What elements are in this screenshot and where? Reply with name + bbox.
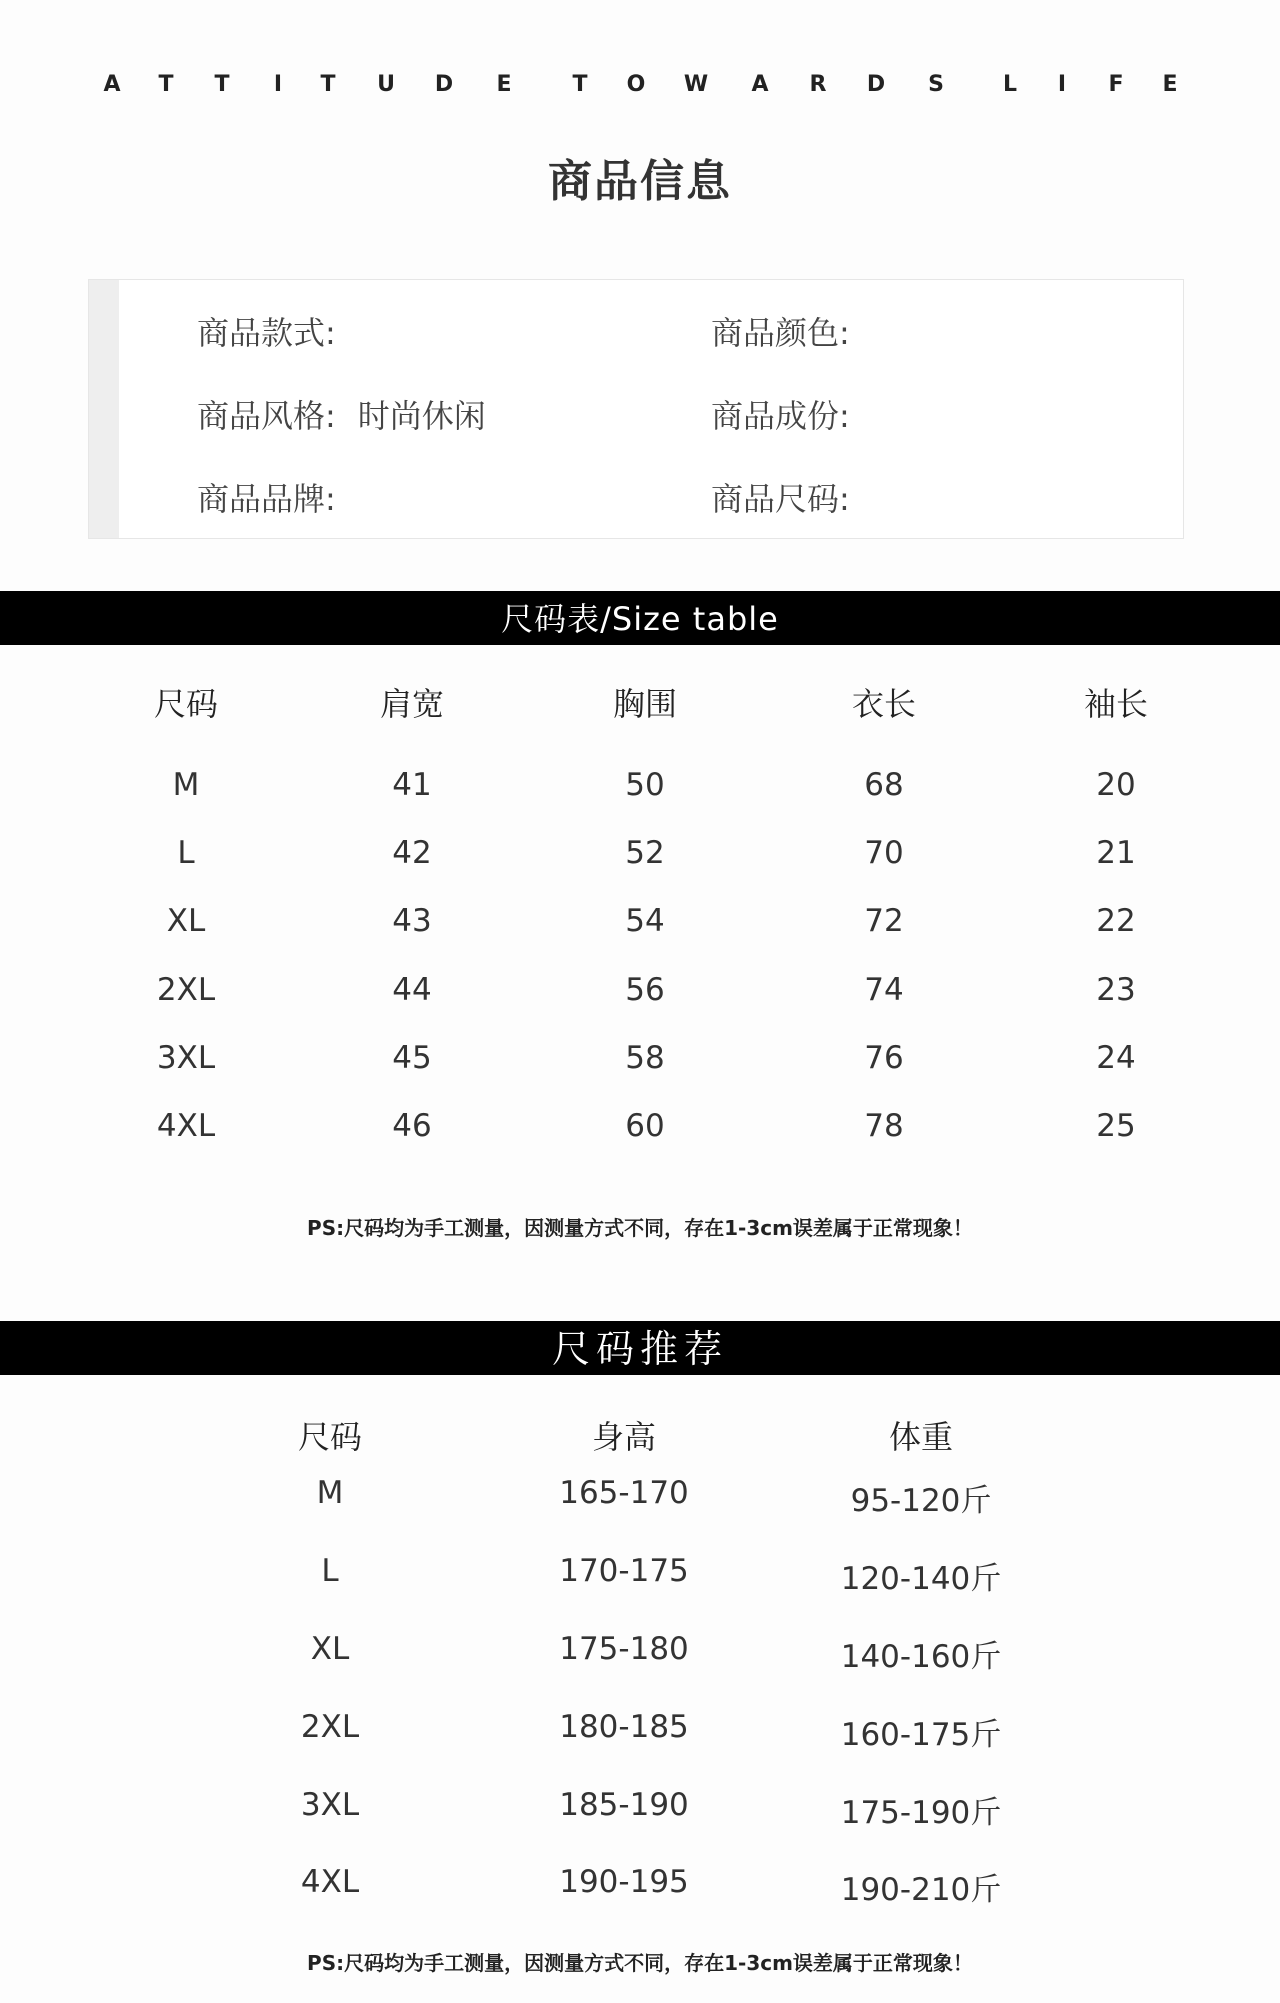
size-table-header-cell: 肩宽 xyxy=(379,685,445,723)
size-table-cell: 21 xyxy=(1096,835,1136,871)
tagline-letter: D xyxy=(866,72,886,97)
tagline-letter: T xyxy=(158,72,174,97)
recommend-table-cell: 185-190 xyxy=(559,1787,689,1823)
info-size-label: 商品尺码: xyxy=(711,480,850,518)
recommend-table-cell: 4XL xyxy=(300,1864,360,1900)
recommend-table-header-cell: 身高 xyxy=(591,1418,657,1456)
recommend-table-cell: 170-175 xyxy=(559,1553,689,1589)
tagline-letter: T xyxy=(320,72,336,97)
recommend-table-cell: 2XL xyxy=(300,1709,360,1745)
recommend-table-header-cell: 体重 xyxy=(888,1418,954,1456)
size-table-cell: 41 xyxy=(392,767,432,803)
tagline-letter: D xyxy=(434,72,454,97)
size-table-cell: 20 xyxy=(1096,767,1136,803)
size-table-heading: 尺码表/Size table xyxy=(0,591,1280,645)
info-material-label: 商品成份: xyxy=(711,397,850,435)
tagline-letter: T xyxy=(572,72,588,97)
info-style xyxy=(197,308,358,354)
info-genre xyxy=(197,391,486,437)
tagline-letter: A xyxy=(751,72,769,97)
size-table-header-cell: 衣长 xyxy=(851,685,917,723)
size-table-cell: 46 xyxy=(392,1108,432,1144)
info-genre-value: 时尚休闲 xyxy=(357,397,486,435)
recommend-table-cell: 175-190斤 xyxy=(840,1795,1002,1831)
recommend-table-cell: 175-180 xyxy=(559,1631,689,1667)
size-table-cell: 3XL xyxy=(156,1040,216,1076)
tagline-letter: I xyxy=(1057,72,1067,97)
size-table-cell: 58 xyxy=(625,1040,665,1076)
tagline-letter: E xyxy=(496,72,512,97)
tagline-letter: L xyxy=(1002,72,1018,97)
size-table-cell: 72 xyxy=(864,903,904,939)
size-table-cell: 54 xyxy=(625,903,665,939)
tagline-letter: R xyxy=(809,72,827,97)
product-info-panel xyxy=(88,279,1184,539)
size-table-cell: L xyxy=(177,835,195,871)
info-color xyxy=(711,308,872,354)
tagline-letter: I xyxy=(273,72,283,97)
recommend-table-cell: 3XL xyxy=(300,1787,360,1823)
recommend-table-cell: L xyxy=(321,1553,339,1589)
size-table-cell: 60 xyxy=(625,1108,665,1144)
recommend-heading: 尺码推荐 xyxy=(0,1321,1280,1375)
info-style-label: 商品款式: xyxy=(197,314,336,352)
tagline-letter: T xyxy=(214,72,230,97)
size-table-note: PS:尺码均为手工测量，因测量方式不同，存在1-3cm误差属于正常现象！ xyxy=(307,1216,973,1240)
recommend-table-cell: 165-170 xyxy=(559,1475,689,1511)
tagline xyxy=(0,72,1280,112)
size-table-cell: 50 xyxy=(625,767,665,803)
tagline-letter: W xyxy=(683,72,709,97)
size-table-cell: 70 xyxy=(864,835,904,871)
info-material xyxy=(711,391,872,437)
info-genre-label: 商品风格: xyxy=(197,397,336,435)
recommend-table-cell: XL xyxy=(310,1631,350,1667)
recommend-table-cell: 95-120斤 xyxy=(850,1483,992,1519)
tagline-letter: F xyxy=(1108,72,1124,97)
page-title: 商品信息 xyxy=(548,156,732,207)
recommend-table-cell: 160-175斤 xyxy=(840,1717,1002,1753)
size-table-cell: 56 xyxy=(625,972,665,1008)
info-size xyxy=(711,474,872,520)
recommend-table-cell: 190-195 xyxy=(559,1864,689,1900)
size-table-cell: 43 xyxy=(392,903,432,939)
recommend-table-header-cell: 尺码 xyxy=(297,1418,363,1456)
size-table-cell: 45 xyxy=(392,1040,432,1076)
recommend-table-cell: 140-160斤 xyxy=(840,1639,1002,1675)
size-table-cell: 52 xyxy=(625,835,665,871)
size-table-cell: 74 xyxy=(864,972,904,1008)
size-table-cell: XL xyxy=(166,903,206,939)
size-table-header-cell: 袖长 xyxy=(1083,685,1149,723)
size-table-header-cell: 尺码 xyxy=(153,685,219,723)
size-table-cell: 42 xyxy=(392,835,432,871)
size-table-cell: 2XL xyxy=(156,972,216,1008)
tagline-letter: A xyxy=(103,72,121,97)
size-table-cell: 22 xyxy=(1096,903,1136,939)
info-color-label: 商品颜色: xyxy=(711,314,850,352)
tagline-letter: E xyxy=(1162,72,1178,97)
size-table-cell: M xyxy=(172,767,200,803)
recommend-table-cell: M xyxy=(316,1475,344,1511)
tagline-letter: U xyxy=(377,72,395,97)
panel-accent-bar xyxy=(89,280,119,538)
tagline-letter: O xyxy=(626,72,646,97)
recommend-table-cell: 120-140斤 xyxy=(840,1561,1002,1597)
size-table-cell: 44 xyxy=(392,972,432,1008)
size-table-cell: 78 xyxy=(864,1108,904,1144)
size-table-cell: 76 xyxy=(864,1040,904,1076)
recommend-note: PS:尺码均为手工测量，因测量方式不同，存在1-3cm误差属于正常现象！ xyxy=(307,1951,973,1975)
size-table-header-cell: 胸围 xyxy=(612,685,678,723)
size-table-cell: 68 xyxy=(864,767,904,803)
tagline-letter: S xyxy=(928,72,944,97)
info-brand-label: 商品品牌: xyxy=(197,480,336,518)
size-table-cell: 24 xyxy=(1096,1040,1136,1076)
recommend-table-cell: 190-210斤 xyxy=(840,1872,1002,1908)
recommend-table-cell: 180-185 xyxy=(559,1709,689,1745)
size-table-cell: 25 xyxy=(1096,1108,1136,1144)
info-brand xyxy=(197,474,358,520)
size-table-cell: 23 xyxy=(1096,972,1136,1008)
size-table-cell: 4XL xyxy=(156,1108,216,1144)
